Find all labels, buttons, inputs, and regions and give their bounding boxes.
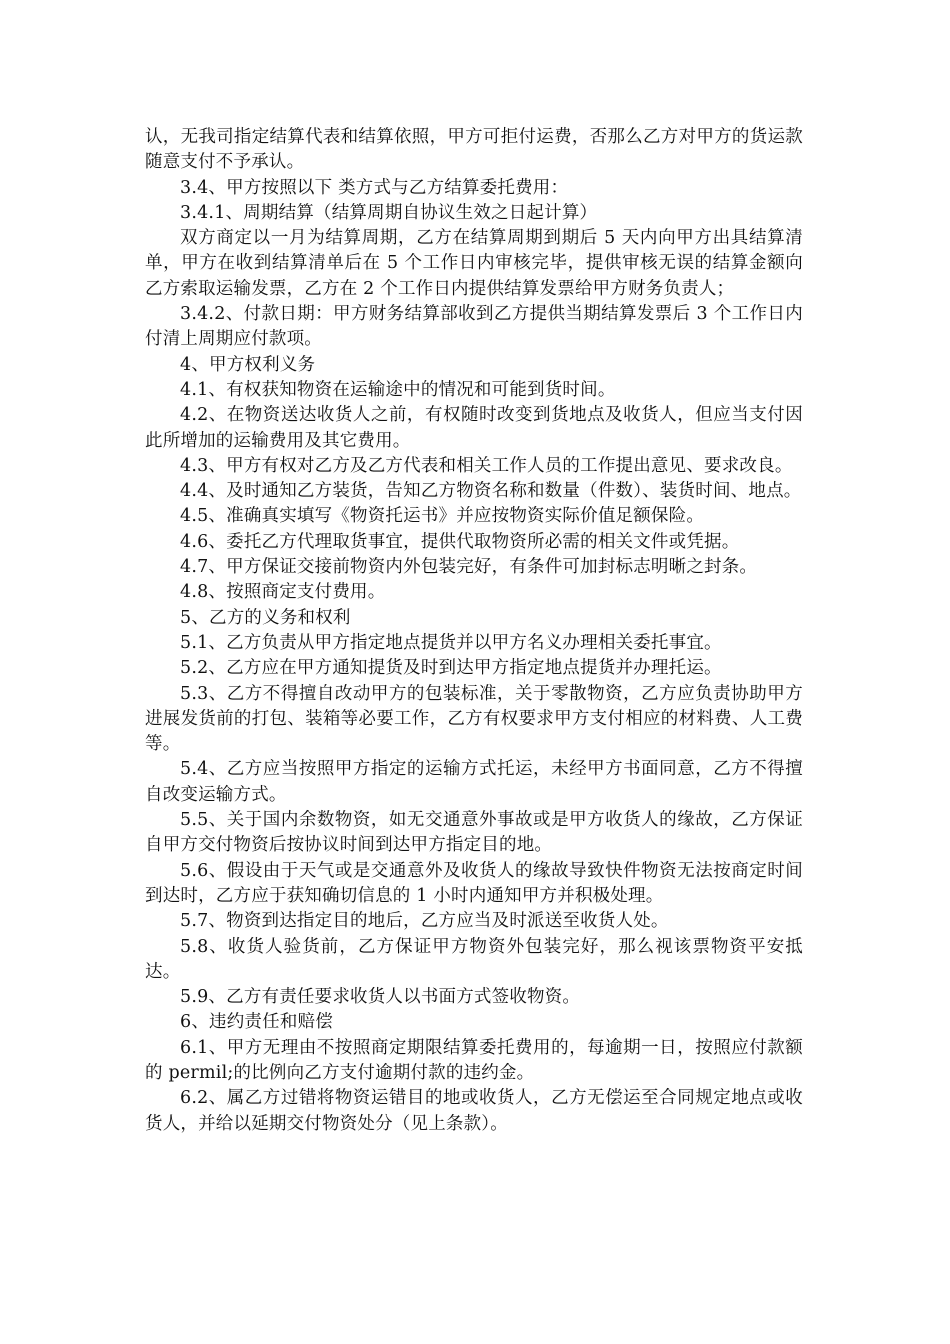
paragraph: 5.2、乙方应在甲方通知提货及时到达甲方指定地点提货并办理托运。 [180,658,722,679]
paragraph: 6.2、属乙方过错将物资运错目的地或收货人，乙方无偿运至合同规定地点或收货人，并给以延期交付物资处分（见上条款）。 [145,1088,803,1134]
paragraph: 5.5、关于国内余数物资，如无交通意外事故或是甲方收货人的缘故，乙方保证自甲方交付物资后按协议时间到达甲方指定目的地。 [145,810,803,856]
paragraph: 3.4.1、周期结算（结算周期自协议生效之日起计算） [180,202,598,223]
paragraph: 4.5、准确真实填写《物资托运书》并应按物资实际价值足额保险。 [180,506,705,527]
paragraph: 4.6、委托乙方代理取货事宜，提供代取物资所必需的相关文件或凭据。 [180,531,740,552]
section-heading: 4、甲方权利义务 [180,354,316,375]
paragraph: 5.8、收货人验货前，乙方保证甲方物资外包装完好，那么视该票物资平安抵达。 [145,936,803,982]
paragraph: 5.9、乙方有责任要求收货人以书面方式签收物资。 [180,987,581,1008]
paragraph: 4.3、甲方有权对乙方及乙方代表和相关工作人员的工作提出意见、要求改良。 [180,455,793,476]
paragraph: 6.1、甲方无理由不按照商定期限结算委托费用的，每逾期一日，按照应付款额的 permil;的比例向乙方支付逾期付款的违约金。 [145,1037,803,1083]
paragraph: 认，无我司指定结算代表和结算依照，甲方可拒付运费，否那么乙方对甲方的货运款随意支付不予承认。 [145,127,803,173]
paragraph: 4.8、按照商定支付费用。 [180,582,386,603]
paragraph: 5.7、物资到达指定目的地后，乙方应当及时派送至收货人处。 [180,911,669,932]
paragraph: 双方商定以一月为结算周期，乙方在结算周期到期后 5 天内向甲方出具结算清单，甲方在收到结算清单后在 5 个工作日内审核完毕，提供审核无误的结算金额向乙方索取运输发票，乙方在 2 个工作日内提供结算发票给甲方财务负责人； [145,228,803,299]
paragraph: 5.6、假设由于天气或是交通意外及收货人的缘故导致快件物资无法按商定时间到达时，乙方应于获知确切信息的 1 小时内通知甲方并积极处理。 [145,860,803,906]
paragraph: 4.2、在物资送达收货人之前，有权随时改变到货地点及收货人，但应当支付因此所增加的运输费用及其它费用。 [145,405,803,451]
paragraph: 5.1、乙方负责从甲方指定地点提货并以甲方名义办理相关委托事宜。 [180,632,722,653]
paragraph: 3.4.2、付款日期：甲方财务结算部收到乙方提供当期结算发票后 3 个工作日内付清上周期应付款项。 [145,304,803,350]
paragraph: 5.3、乙方不得擅自改动甲方的包装标准，关于零散物资，乙方应负责协助甲方进展发货前的打包、装箱等必要工作，乙方有权要求甲方支付相应的材料费、人工费等。 [145,683,803,755]
paragraph: 5.4、乙方应当按照甲方指定的运输方式托运，未经甲方书面同意，乙方不得擅自改变运输方式。 [145,759,803,805]
paragraph: 4.7、甲方保证交接前物资内外包装完好，有条件可加封标志明晰之封条。 [180,557,758,578]
section-heading: 6、违约责任和赔偿 [180,1012,333,1033]
paragraph: 4.4、及时通知乙方装货，告知乙方物资名称和数量（件数）、装货时间、地点。 [180,481,802,502]
document-page [145,125,803,1137]
section-heading: 5、乙方的义务和权利 [180,607,351,628]
paragraph: 3.4、甲方按照以下 类方式与乙方结算委托费用： [180,177,569,198]
paragraph: 4.1、有权获知物资在运输途中的情况和可能到货时间。 [180,379,616,400]
